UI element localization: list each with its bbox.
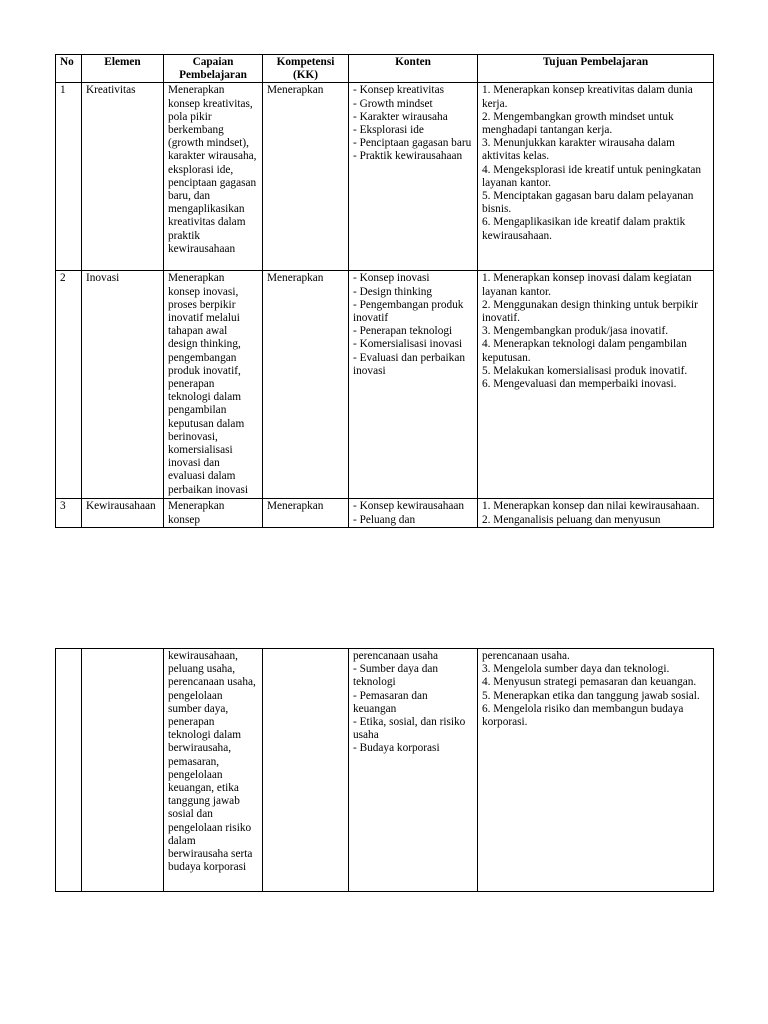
cell-tujuan: 1. Menerapkan konsep inovasi dalam kegiatan layanan kantor. 2. Menggunakan design thinking untuk berpikir inovatif. 3. Mengembangkan produk/jasa inovatif. 4. Menerapkan teknologi dalam pengambilan keputusan. 5. Melakukan komersialisasi produk inovatif. 6. Mengevaluasi dan memperbaiki inovasi.	[478, 271, 714, 499]
cell-konten: - Konsep inovasi - Design thinking - Pengembangan produk inovatif - Penerapan teknologi - Komersialisasi inovasi - Evaluasi dan perbaikan inovasi	[349, 271, 478, 499]
cell-konten: - Konsep kewirausahaan - Peluang dan	[349, 499, 478, 527]
cell-capaian: Menerapkan konsep kreativitas, pola pikir berkembang (growth mindset), karakter wirausaha, eksplorasi ide, penciptaan gagasan baru, dan mengaplikasikan kreativitas dalam praktik kewirausahaan	[164, 83, 263, 271]
cell-no	[56, 649, 82, 892]
cell-capaian: Menerapkan konsep inovasi, proses berpikir inovatif melalui tahapan awal design thinking, pengembangan produk inovatif, penerapan teknologi dalam pengambilan keputusan dalam berinovasi, komersialisasi inovasi dan evaluasi dalam perbaikan inovasi	[164, 271, 263, 499]
header-no: No	[56, 55, 82, 83]
cell-elemen: Kewirausahaan	[82, 499, 164, 527]
table-header-row	[56, 55, 714, 83]
cell-capaian: kewirausahaan, peluang usaha, perencanaan usaha, pengelolaan sumber daya, penerapan teknologi dalam berwirausaha, pemasaran, pengelolaan keuangan, etika tanggung jawab sosial dan pengelolaan risiko dalam berwirausaha serta budaya korporasi	[164, 649, 263, 892]
cell-capaian: Menerapkan konsep	[164, 499, 263, 527]
table-row	[56, 271, 714, 499]
cell-konten: perencanaan usaha - Sumber daya dan teknologi - Pemasaran dan keuangan - Etika, sosial, dan risiko usaha - Budaya korporasi	[349, 649, 478, 892]
curriculum-table-continuation	[55, 648, 714, 892]
cell-no: 2	[56, 271, 82, 499]
table-row	[56, 649, 714, 892]
cell-tujuan: perencanaan usaha. 3. Mengelola sumber daya dan teknologi. 4. Menyusun strategi pemasaran dan keuangan. 5. Menerapkan etika dan tanggung jawab sosial. 6. Mengelola risiko dan membangun budaya korporasi.	[478, 649, 714, 892]
header-tujuan: Tujuan Pembelajaran	[478, 55, 714, 83]
cell-kompetensi: Menerapkan	[263, 271, 349, 499]
cell-elemen: Kreativitas	[82, 83, 164, 271]
curriculum-table	[55, 54, 714, 528]
cell-tujuan: 1. Menerapkan konsep kreativitas dalam dunia kerja. 2. Mengembangkan growth mindset untuk menghadapi tantangan kerja. 3. Menunjukkan karakter wirausaha dalam aktivitas kelas. 4. Mengeksplorasi ide kreatif untuk peningkatan layanan kantor. 5. Menciptakan gagasan baru dalam pelayanan bisnis. 6. Mengaplikasikan ide kreatif dalam praktik kewirausahaan.	[478, 83, 714, 271]
cell-no: 3	[56, 499, 82, 527]
header-capaian: Capaian Pembelajaran	[164, 55, 263, 83]
cell-tujuan: 1. Menerapkan konsep dan nilai kewirausahaan. 2. Menganalisis peluang dan menyusun	[478, 499, 714, 527]
cell-kompetensi: Menerapkan	[263, 83, 349, 271]
cell-no: 1	[56, 83, 82, 271]
cell-konten: - Konsep kreativitas - Growth mindset - Karakter wirausaha - Eksplorasi ide - Penciptaan gagasan baru - Praktik kewirausahaan	[349, 83, 478, 271]
cell-kompetensi: Menerapkan	[263, 499, 349, 527]
table-row	[56, 499, 714, 527]
header-konten: Konten	[349, 55, 478, 83]
header-elemen: Elemen	[82, 55, 164, 83]
header-kompetensi: Kompetensi (KK)	[263, 55, 349, 83]
table-row	[56, 83, 714, 271]
cell-kompetensi	[263, 649, 349, 892]
cell-elemen	[82, 649, 164, 892]
cell-elemen: Inovasi	[82, 271, 164, 499]
